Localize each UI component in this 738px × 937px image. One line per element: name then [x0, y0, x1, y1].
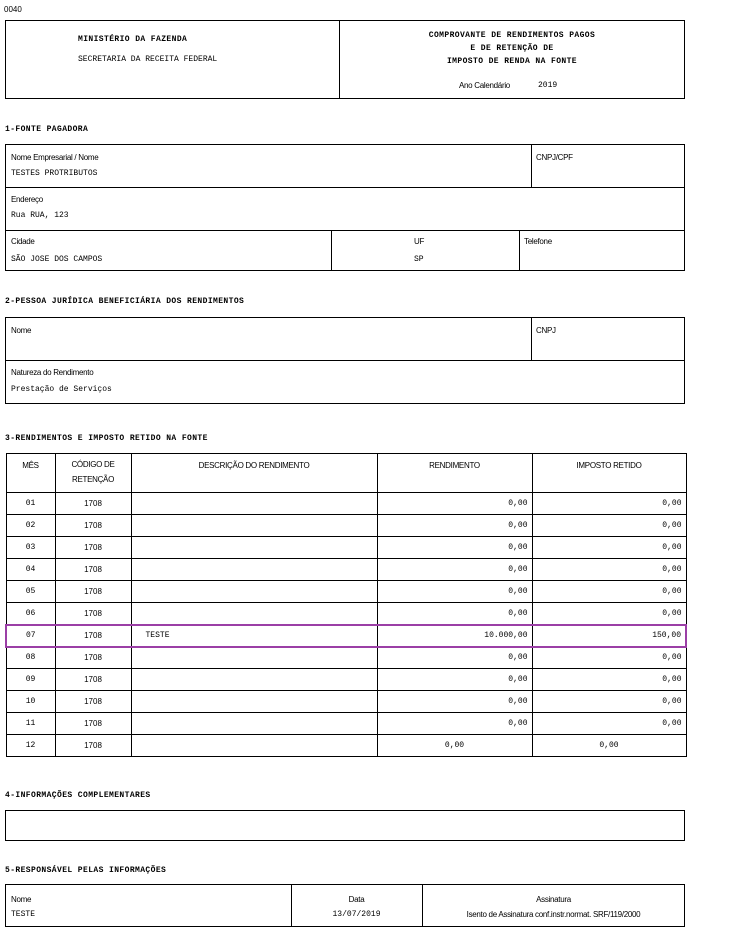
cell-codigo: 1708 — [55, 735, 131, 757]
cell-imposto: 0,00 — [532, 581, 686, 603]
cell-codigo: 1708 — [55, 669, 131, 691]
cell-rendimento: 0,00 — [377, 581, 532, 603]
cell-descricao: TESTE — [131, 625, 377, 647]
natureza-label: Natureza do Rendimento — [11, 368, 94, 377]
receipt-title-line2: E DE RETENÇÃO DE — [470, 44, 554, 53]
fonte-nome-label: Nome Empresarial / Nome — [11, 153, 99, 162]
table-row — [6, 559, 686, 581]
fonte-cidade-label: Cidade — [11, 237, 35, 246]
beneficiario-box — [5, 317, 685, 404]
cell-rendimento: 0,00 — [377, 603, 532, 625]
cell-imposto: 150,00 — [532, 625, 686, 647]
cell-mes: 09 — [6, 669, 55, 691]
col-header-codigo — [55, 454, 131, 493]
table-row — [6, 669, 686, 691]
section5-title: 5-RESPONSÁVEL PELAS INFORMAÇÕES — [5, 866, 167, 875]
cell-descricao — [131, 559, 377, 581]
fonte-uf-value: SP — [414, 255, 424, 264]
cell-imposto: 0,00 — [532, 603, 686, 625]
cell-codigo: 1708 — [55, 537, 131, 559]
table-row — [6, 493, 686, 515]
cell-mes: 12 — [6, 735, 55, 757]
document-header — [5, 20, 685, 99]
table-row — [6, 537, 686, 559]
cell-rendimento: 0,00 — [377, 493, 532, 515]
table-row-highlighted — [6, 625, 686, 647]
cell-rendimento: 0,00 — [377, 515, 532, 537]
responsavel-nome-label: Nome — [11, 895, 32, 904]
ano-calendario-label: Ano Calendário — [459, 81, 510, 90]
section1-title: 1-FONTE PAGADORA — [5, 125, 89, 134]
ministry-title: MINISTÉRIO DA FAZENDA — [78, 35, 188, 44]
col-header-mes: MÊS — [6, 454, 55, 493]
cell-rendimento: 0,00 — [377, 735, 532, 757]
fonte-telefone-label: Telefone — [524, 237, 552, 246]
cell-imposto: 0,00 — [532, 515, 686, 537]
receipt-title-line1: COMPROVANTE DE RENDIMENTOS PAGOS — [428, 31, 596, 40]
fonte-endereco-value: Rua RUA, 123 — [11, 211, 69, 220]
cell-mes: 11 — [6, 713, 55, 735]
fonte-uf-label: UF — [414, 237, 425, 246]
cell-imposto: 0,00 — [532, 493, 686, 515]
natureza-value: Prestação de Serviços — [11, 385, 112, 394]
responsavel-assinatura-value: Isento de Assinatura conf.instr.normat. SRF/119/2000 — [466, 910, 641, 919]
responsavel-box — [5, 884, 685, 927]
section2-title: 2-PESSOA JURÍDICA BENEFICIÁRIA DOS RENDIMENTOS — [5, 297, 245, 306]
cell-imposto: 0,00 — [532, 559, 686, 581]
fonte-pagadora-box — [5, 144, 685, 271]
cell-rendimento: 0,00 — [377, 691, 532, 713]
beneficiario-cnpj-label: CNPJ — [536, 326, 556, 335]
receipt-title-line3: IMPOSTO DE RENDA NA FONTE — [446, 57, 578, 66]
table-row — [6, 647, 686, 669]
responsavel-assinatura-label: Assinatura — [536, 895, 571, 904]
cell-codigo: 1708 — [55, 581, 131, 603]
cell-rendimento: 0,00 — [377, 669, 532, 691]
cell-mes: 01 — [6, 493, 55, 515]
cell-mes: 08 — [6, 647, 55, 669]
cell-descricao — [131, 691, 377, 713]
table-row — [6, 735, 686, 757]
responsavel-data-label: Data — [348, 895, 365, 904]
cell-imposto: 0,00 — [532, 691, 686, 713]
cell-rendimento: 0,00 — [377, 713, 532, 735]
cell-imposto: 0,00 — [532, 537, 686, 559]
cell-mes: 03 — [6, 537, 55, 559]
fonte-cnpj-label: CNPJ/CPF — [536, 153, 573, 162]
col-header-codigo-line2: RETENÇÃO — [71, 475, 115, 484]
table-row — [6, 515, 686, 537]
table-row — [6, 581, 686, 603]
responsavel-data-value: 13/07/2019 — [332, 910, 381, 919]
section4-title: 4-INFORMAÇÕES COMPLEMENTARES — [5, 791, 151, 800]
table-header-row — [6, 454, 686, 493]
document-number: 0040 — [4, 5, 22, 14]
rendimentos-table — [5, 453, 687, 757]
cell-imposto: 0,00 — [532, 669, 686, 691]
cell-codigo: 1708 — [55, 493, 131, 515]
cell-descricao — [131, 581, 377, 603]
col-header-codigo-line1: CÓDIGO DE — [71, 460, 115, 469]
cell-rendimento: 0,00 — [377, 647, 532, 669]
informacoes-complementares-box — [5, 810, 685, 841]
table-row — [6, 691, 686, 713]
col-header-imposto: IMPOSTO RETIDO — [532, 454, 686, 493]
cell-descricao — [131, 647, 377, 669]
cell-codigo: 1708 — [55, 559, 131, 581]
col-header-descricao: DESCRIÇÃO DO RENDIMENTO — [131, 454, 377, 493]
cell-imposto: 0,00 — [532, 713, 686, 735]
fonte-cidade-value: SÃO JOSE DOS CAMPOS — [11, 255, 103, 264]
cell-imposto: 0,00 — [532, 735, 686, 757]
cell-mes: 10 — [6, 691, 55, 713]
beneficiario-nome-label: Nome — [11, 326, 32, 335]
cell-descricao — [131, 537, 377, 559]
cell-mes: 07 — [6, 625, 55, 647]
table-row — [6, 713, 686, 735]
cell-codigo: 1708 — [55, 603, 131, 625]
cell-codigo: 1708 — [55, 713, 131, 735]
cell-descricao — [131, 493, 377, 515]
fonte-endereco-label: Endereço — [11, 195, 43, 204]
cell-rendimento: 0,00 — [377, 537, 532, 559]
responsavel-nome-value: TESTE — [11, 910, 36, 919]
table-row — [6, 603, 686, 625]
cell-mes: 05 — [6, 581, 55, 603]
ministry-subtitle: SECRETARIA DA RECEITA FEDERAL — [78, 55, 218, 64]
cell-descricao — [131, 713, 377, 735]
cell-rendimento: 0,00 — [377, 559, 532, 581]
cell-codigo: 1708 — [55, 691, 131, 713]
cell-descricao — [131, 515, 377, 537]
cell-codigo: 1708 — [55, 625, 131, 647]
cell-mes: 02 — [6, 515, 55, 537]
section3-title: 3-RENDIMENTOS E IMPOSTO RETIDO NA FONTE — [5, 434, 208, 443]
cell-imposto: 0,00 — [532, 647, 686, 669]
ano-calendario-value: 2019 — [538, 81, 558, 90]
cell-codigo: 1708 — [55, 647, 131, 669]
cell-mes: 04 — [6, 559, 55, 581]
cell-descricao — [131, 669, 377, 691]
cell-descricao — [131, 735, 377, 757]
fonte-nome-value: TESTES PROTRIBUTOS — [11, 169, 98, 178]
cell-codigo: 1708 — [55, 515, 131, 537]
col-header-rendimento: RENDIMENTO — [377, 454, 532, 493]
cell-rendimento: 10.000,00 — [377, 625, 532, 647]
cell-mes: 06 — [6, 603, 55, 625]
cell-descricao — [131, 603, 377, 625]
